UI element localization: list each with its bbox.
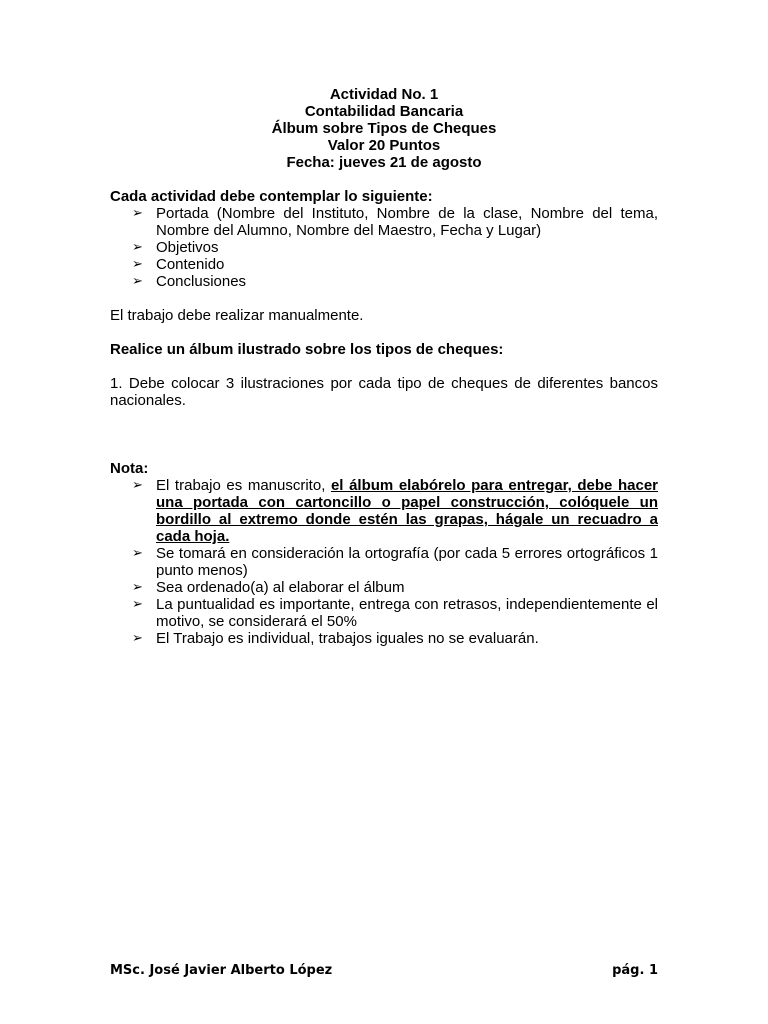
page-footer	[110, 962, 658, 979]
document-body	[110, 86, 658, 647]
arrow-bullet-icon: ➢	[132, 206, 143, 221]
note-list	[110, 477, 658, 647]
list-item: ➢ El Trabajo es individual, trabajos iguales no se evaluarán.	[132, 630, 539, 647]
list-item: ➢ Se tomará en consideración la ortografía (por cada 5 errores ortográficos 1 punto menos)	[132, 545, 658, 579]
arrow-bullet-icon: ➢	[132, 274, 143, 289]
arrow-bullet-icon: ➢	[132, 478, 143, 493]
instruction-item: 1. Debe colocar 3 ilustraciones por cada tipo de cheques de diferentes bancos nacionales.	[110, 375, 658, 409]
list-item: ➢ Sea ordenado(a) al elaborar el álbum	[132, 579, 405, 596]
footer-author: MSc. José Javier Alberto López	[110, 963, 333, 978]
album-title: Álbum sobre Tipos de Cheques	[271, 120, 497, 137]
title-block	[110, 86, 658, 171]
list-item: ➢ El trabajo es manuscrito, el álbum elabórelo para entregar, debe hacer una portada con cartoncillo o papel construcción, colóquele un bordillo al extremo donde estén las grapas, hágale un recuadro a cada hoja.	[132, 477, 658, 545]
list-item: ➢ Portada (Nombre del Instituto, Nombre de la clase, Nombre del tema, Nombre del Alumno, Nombre del Maestro, Fecha y Lugar)	[132, 205, 658, 239]
list-item: ➢ La puntualidad es importante, entrega con retrasos, independientemente el motivo, se considerará el 50%	[132, 596, 658, 630]
list-item: ➢ Contenido	[132, 256, 225, 273]
list-item: ➢ Objetivos	[132, 239, 219, 256]
note-heading: Nota:	[110, 460, 149, 477]
arrow-bullet-icon: ➢	[132, 240, 143, 255]
points-value: Valor 20 Puntos	[327, 137, 441, 154]
activity-title: Actividad No. 1	[329, 86, 439, 103]
instruction-heading: Realice un álbum ilustrado sobre los tipos de cheques:	[110, 341, 504, 358]
emphasized-instruction: el álbum elabórelo para entregar, debe hacer una portada con cartoncillo o papel construcción, colóquele un bordillo al extremo donde estén las grapas, hágale un recuadro a cada hoja.	[156, 477, 658, 545]
arrow-bullet-icon: ➢	[132, 546, 143, 561]
page-number: pág. 1	[612, 963, 658, 978]
arrow-bullet-icon: ➢	[132, 580, 143, 595]
arrow-bullet-icon: ➢	[132, 597, 143, 612]
list-item: ➢ Conclusiones	[132, 273, 247, 290]
requirements-heading: Cada actividad debe contemplar lo siguiente:	[110, 188, 433, 205]
arrow-bullet-icon: ➢	[132, 257, 143, 272]
requirements-list	[110, 205, 658, 290]
due-date: Fecha: jueves 21 de agosto	[286, 154, 482, 171]
course-title: Contabilidad Bancaria	[304, 103, 464, 120]
manual-work-note: El trabajo debe realizar manualmente.	[110, 307, 364, 324]
arrow-bullet-icon: ➢	[132, 631, 143, 646]
